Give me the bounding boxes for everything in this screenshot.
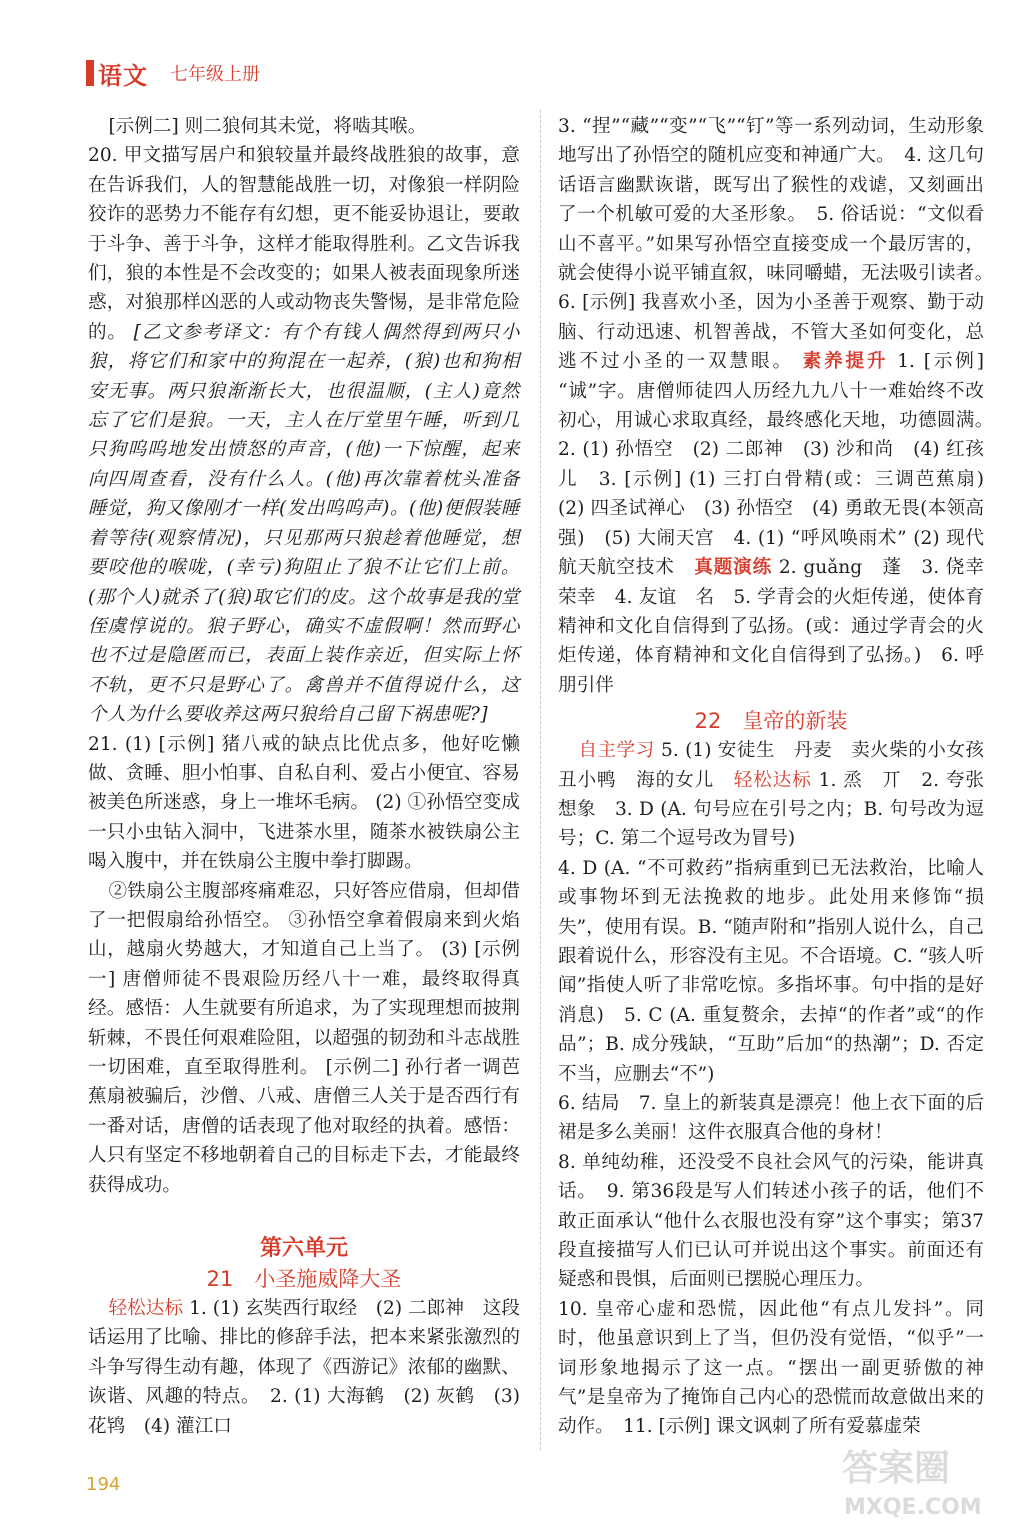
lesson-21-answers bbox=[88, 1294, 520, 1441]
unit-title: 第六单元 bbox=[259, 1236, 348, 1262]
section-tag-easy-2: 轻松达标 bbox=[733, 769, 812, 791]
column-divider bbox=[540, 110, 541, 1450]
lesson-22-text-a: 5. (1) 安徒生 丹麦 卖火柴的小女孩 丑小鸭 海的女儿 bbox=[558, 740, 1003, 791]
lesson-21-answers-cont bbox=[558, 112, 1003, 700]
lesson-22-q10-11: 10. 皇帝心虚和恐慌，因此他“有点儿发抖”。同时，他虽意识到上了当，但仍没有觉悟，“似乎”一词形象地揭示了这一点。“摆出一副更骄傲的神气”是皇帝为了掩饰自己内心的恐慌而故意做出来的动作。 11. [示例] 课文讽刺了所有爱慕虚荣 bbox=[558, 1298, 984, 1438]
section-tag-self: 自主学习 bbox=[578, 740, 655, 762]
answer-21: 21. (1) [示例] 猪八戒的缺点比优点多，他好吃懒做、贪睡、胆小怕事、自私自利、爱占小便宜、容易被美色所迷惑，身上一堆坏毛病。 (2) ①孙悟空变成一只小虫钻入洞中，飞进茶水里，随茶水被铁扇公主喝入腹中，并在铁扇公主腹中拳打脚踢。 bbox=[88, 733, 520, 873]
lesson-21-easy-text: 1. (1) 玄奘西行取经 (2) 二郎神 这段话运用了比喻、排比的修辞手法，把本来紧张激烈的斗争写得生动有趣，体现了《西游记》浓郁的幽默、诙谐、风趣的特点。 2. (1) 大海鹤 (2) 灰鹤 (3) 花鸨 (4) 灌江口 bbox=[88, 1298, 520, 1437]
lesson-21-text-c: 2. guǎng 蓬 3. 侥幸 荣幸 4. 友谊 名 5. 学青会的火炬传递，使体育精神和文化自信得到了弘扬。(或：通过学青会的火炬传递，体育精神和文化自信得到了弘扬。) 6. 呼朋引伴 bbox=[558, 557, 1003, 696]
lesson-21-title: 21 小圣施威降大圣 bbox=[206, 1267, 402, 1292]
section-tag-easy: 轻松达标 bbox=[108, 1298, 184, 1320]
watermark-line2: MXQE.COM bbox=[844, 1495, 982, 1520]
answer-20-translation: [乙文参考译文：有个有钱人偶然得到两只小狼，将它们和家中的狗混在一起养，(狼)也和狗相安无事。两只狼渐渐长大，也很温顺，(主人)竟然忘了它们是狼。一天，主人在厅堂里午睡，听到几只狗呜呜地发出愤怒的声音，(他)一下惊醒，起来向四周查看，没有什么人。(他)再次靠着枕头准备睡觉，狗又像刚才一样(发出呜呜声)。(他)便假装睡着等待(观察情况)，只见那两只狼趁着他睡觉，想要咬他的喉咙，(幸亏)狗阻止了狼不让它们上前。(那个人)就杀了(狼)取它们的皮。这个故事是我的堂侄虞惇说的。狼子野心，确实不虚假啊！然而野心也不过是隐匿而已，表面上装作亲近，但实际上怀不轨，更不只是野心了。禽兽并不值得说什么，这个人为什么要收养这两只狼给自己留下祸患呢?] bbox=[88, 321, 520, 726]
section-tag-improve: 素养提升 bbox=[802, 351, 889, 373]
lesson-22-title: 22 皇帝的新装 bbox=[694, 709, 848, 734]
answer-20-main: 20. 甲文描写居户和狼较量并最终战胜狼的故事，意在告诉我们，人的智慧能战胜一切，对像狼一样阴险狡诈的恶势力不能存有幻想，更不能妥协退让，要敢于斗争、善于斗争，这样才能取得胜利。乙文告诉我们，狼的本性是不会改变的；如果人被表面现象所迷惑，对狼那样凶恶的人或动物丧失警惕，是非常危险的。 bbox=[88, 145, 520, 343]
lesson-21-text-a: 3. “捏”“藏”“变”“飞”“钉”等一系列动词，生动形象地写出了孙悟空的随机应变和神通广大。 4. 这几句话语言幽默诙谐，既写出了猴性的戏谑，又刻画出了一个机敏可爱的大圣形象。 5. 俗话说：“文似看山不喜平。”如果写孙悟空直接变成一个最厉害的，就会使得小说平铺直叙，味同嚼蜡，无法吸引读者。 6. [示例] 我喜欢小圣，因为小圣善于观察、勤于动脑、行动迅速、机智善战，不管大圣如何变化，总逃不过小圣的一双慧眼。 bbox=[558, 116, 1003, 373]
lesson-22-q4-5: 4. D (A. “不可救药”指病重到已无法救治，比喻人或事物坏到无法挽救的地步。此处用来修饰“损失”，使用有误。B. “随声附和”指别人说什么，自己跟着说什么，形容没有主见。不合语境。C. “骇人听闻”指使人听了非常吃惊。多指坏事。句中指的是好消息) 5. C (A. 重复赘余，去掉“的作者”或“的作品”；B. 成分残缺，“互助”后加“的热潮”；D. 否定不当，应删去“不”) bbox=[558, 857, 984, 1085]
lesson-22-answers bbox=[558, 736, 1003, 854]
left-column bbox=[88, 112, 520, 1441]
lesson-22-text-b: 1. 烝 丌 2. 夸张 想象 3. D (A. 句号应在引号之内；B. 句号改为逗号；C. 第二个逗号改为冒号) bbox=[558, 769, 1003, 850]
page-header bbox=[86, 56, 260, 90]
watermark-line1: 答案圈 bbox=[842, 1448, 951, 1489]
section-tag-real: 真题演练 bbox=[694, 557, 773, 579]
subject-logo-bar bbox=[86, 60, 94, 86]
lesson-22-q8-9: 8. 单纯幼稚，还没受不良社会风气的污染，能讲真话。 9. 第36段是写人们转述小孩子的话，他们不敢正面承认“他什么衣服也没有穿”这个事实；第37段直接描写人们已认可并说出这个事实。前面还有疑惑和畏惧，后面则已摆脱心理压力。 bbox=[558, 1151, 984, 1291]
right-column bbox=[558, 112, 1003, 1442]
page-number: 194 bbox=[86, 1474, 121, 1495]
lesson-21-text-b: 1. [示例] “诚”字。唐僧师徒四人历经九九八十一难始终不改初心，用诚心求取真经，最终感化天地，功德圆满。 2. (1) 孙悟空 (2) 二郎神 (3) 沙和尚 (4) 红孩儿 3. [示例] (1) 三打白骨精(或：三调芭蕉扇) (2) 四圣试禅心 (3) 孙悟空 (4) 勇敢无畏(本领高强) (5) 大闹天宫 4. (1) “呼风唤雨术” (2) 现代航天航空技术 bbox=[558, 351, 1003, 579]
answer-19-example: [示例二] 则二狼伺其未觉，将啮其喉。 bbox=[108, 116, 427, 137]
watermark-logo bbox=[832, 1436, 1022, 1526]
lesson-22-q6-7: 6. 结局 7. 皇上的新装真是漂亮！他上衣下面的后裙是多么美丽！这件衣服真合他的身材！ bbox=[558, 1093, 984, 1144]
answer-20 bbox=[88, 141, 520, 729]
subject-logo: 语文 bbox=[98, 61, 148, 90]
grade-label: 七年级上册 bbox=[170, 64, 260, 85]
answer-21-cont: ②铁扇公主腹部疼痛难忍，只好答应借扇，但却借了一把假扇给孙悟空。 ③孙悟空拿着假扇来到火焰山，越扇火势越大，才知道自己上当了。 (3) [示例一] 唐僧师徒不畏艰险历经八十一难，最终取得真经。感悟：人生就要有所追求，为了实现理想而披荆斩棘，不畏任何艰难险阻，以超强的韧劲和斗志战胜一切困难，直至取得胜利。 [示例二] 孙行者一调芭蕉扇被骗后，沙僧、八戒、唐僧三人关于是否西行有一番对话，唐僧的话表现了他对取经的执着。感悟：人只有坚定不移地朝着自己的目标走下去，才能最终获得成功。 bbox=[88, 880, 520, 1196]
